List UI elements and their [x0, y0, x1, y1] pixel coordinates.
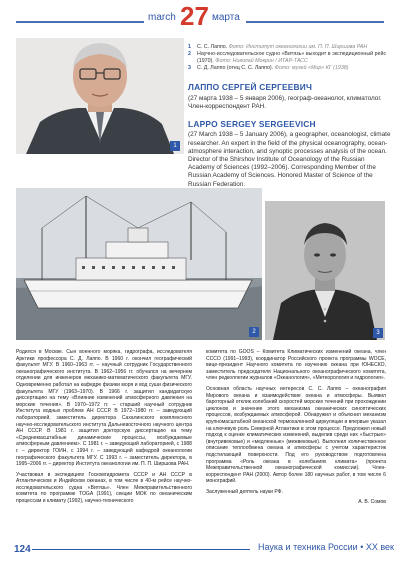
caption-photo-credit: Фото: музей «Мир» КГ (1938) [274, 65, 349, 71]
article-column-right [206, 349, 386, 506]
article-paragraph: Родился в Москве. Сын военного моряка, гидрографа, исследователя Арктики профессора С. Д. Лаппо. В 1960 г. окончил географический факультет МГУ. В 1960–1963 гг. – научный сотрудник Государственного океанографического института. В 1962–1956 гг. обучался на вечернем отделении для инженеров механико-математического факультета МГУ. Одновременно работал на кафедре физики моря и вод суши физического факультета МГУ (1963–1970). В 1966 г. защитил кандидатскую диссертацию на тему «Влияние изменений атмосферного давления на морские течения». В 1970–1972 гг. – старший научный сотрудник Института водных проблем АН СССР. В 1972–1980 гг. – заведующий лабораторией, заместитель директора Сахалинского комплексного научно-исследовательского института Дальневосточного научного центра АН СССР. В 1981 г. защитил докторскую диссертацию на тему «Среднемасштабные динамические процессы, возбуждаемые атмосферным давлением». С 1981 г. – заведующий лабораторией, с 1988 г. – директор ГОИН, с 1994 г. – заведующий кафедрой океанологии географического факультета МГУ. С 1993 г. – заместитель директора, в 1995–2006 гг. – директор Института океанологии им. П. П. Ширшова РАН. [16, 349, 192, 468]
article-paragraph: Участвовал в экспедициях Госкомгидромета СССР и АН СССР в Атлантическом и Индийском океанах, в том числе в 40-м рейсе научно-исследовательского судна «Витязь». Член Межправительственного комитета по программе TOGA (1991), секции МОК по океаническим процессам и климату (1992), научно-технического [16, 471, 192, 505]
footer-rule-left [32, 549, 250, 550]
caption-number: 1 [188, 44, 191, 50]
caption-text: Научно-исследовательское судно «Витязь» выходит в экспедиционный рейс (1970). [197, 51, 387, 64]
article-paragraph: комитета по GOOS – Комитета Климатических изменений океана, член CCCO (1991–1993), координатор Российского проекта программы WOCE, вице-президент Научного комитета по изучению океана при ЮНЕСКО, заместитель председателя Национального океанографического комитета, член редколлегии журналов «Океанология», «Метеорология и гидрология». [206, 349, 386, 382]
caption-photo-credit: Фото: Институт океанологии им. П. П. Ширшова РАН [228, 44, 368, 50]
caption-number: 2 [188, 51, 191, 57]
month-ru: марта [212, 12, 240, 23]
caption-text: С. С. Лаппо. [197, 44, 228, 50]
father-illustration [265, 201, 385, 340]
biography [188, 82, 392, 189]
bio-russian: (27 марта 1938 – 5 января 2006), географ-океанолог, климатолог. Член-корреспондент РАН. [188, 95, 382, 111]
ship-photo [16, 188, 262, 340]
name-russian: ЛАППО СЕРГЕЙ СЕРГЕЕВИЧ [188, 82, 313, 92]
header-rule-left [16, 21, 144, 23]
caption-text: С. Д. Лаппо (отец С. С. Лаппо). [197, 65, 274, 71]
portrait-photo [16, 38, 184, 154]
header-rule-right [246, 21, 384, 23]
photo-badge-2: 2 [249, 327, 259, 337]
journal-title: Наука и техника России • XX век [258, 542, 394, 552]
photo-captions [188, 44, 388, 72]
ship-illustration [16, 188, 262, 340]
page-header [0, 1, 400, 32]
photo-badge-1: 1 [170, 141, 180, 151]
name-english: LAPPO SERGEY SERGEEVICH [188, 119, 316, 130]
father-photo [265, 201, 385, 340]
portrait-illustration [16, 38, 184, 154]
article-paragraph: Заслуженный деятель науки РФ. [206, 488, 283, 495]
page-number: 124 [14, 544, 31, 555]
article-paragraph: Основная область научных интересов С. С. Лаппо – океанография Мирового океана и взаимодействие океана и атмосферы. Выявил бароторный отклик колебаний скоростей морских течений при прохождении циклонов и значение этого механизма океанических синоптических процессов, возбуждаемых атмосферой. Обнаружил и объяснил механизм крупномасштабной океанской термохалинной циркуляции и впервые указал на ключевую роль Северной Атлантики в этом процессе. Предложил новый подход к оценке климатических изменений, выделив среди них «быстрые» (внутривековые) и «медленные» (межвековые). Выполнил количественное описание теплообмена океана и атмосферы с учетом характеристик подстилающей поверхности. Под его руководством подготовлена программа «Роль океана в колебаниях климата» (проекта Межправительственной океанографической комиссии). Член-корреспондент РАН (2000). Автор более 180 научных работ, в том числе 6 монографий. [206, 385, 386, 485]
author-signature: А. В. Сомов [358, 499, 386, 506]
caption-number: 3 [188, 65, 191, 71]
caption-photo-credit: Фото: Николай Мокрин / ИТАР-ТАСС [215, 58, 308, 64]
caption-item [188, 65, 388, 72]
bio-english: (27 March 1938 – 5 January 2006), a geographer, oceanologist, climate researcher. An expert in the field of the physical oceanography, ocean-atmosphere interaction, and synoptic processes analysis of the ocean. Director of the Shirshov Institute of Oceanology of the Russian Academy of Sciences (1992–2006). Corresponding Member of the Russian Academy of Sciences. Honored Master of Science of the Russian Federation. [188, 131, 391, 188]
month-en: march [148, 12, 176, 23]
day-number: 27 [180, 1, 209, 31]
photo-badge-3: 3 [373, 328, 383, 338]
caption-item [188, 51, 388, 65]
caption-item [188, 44, 388, 51]
article-column-left [16, 349, 192, 509]
